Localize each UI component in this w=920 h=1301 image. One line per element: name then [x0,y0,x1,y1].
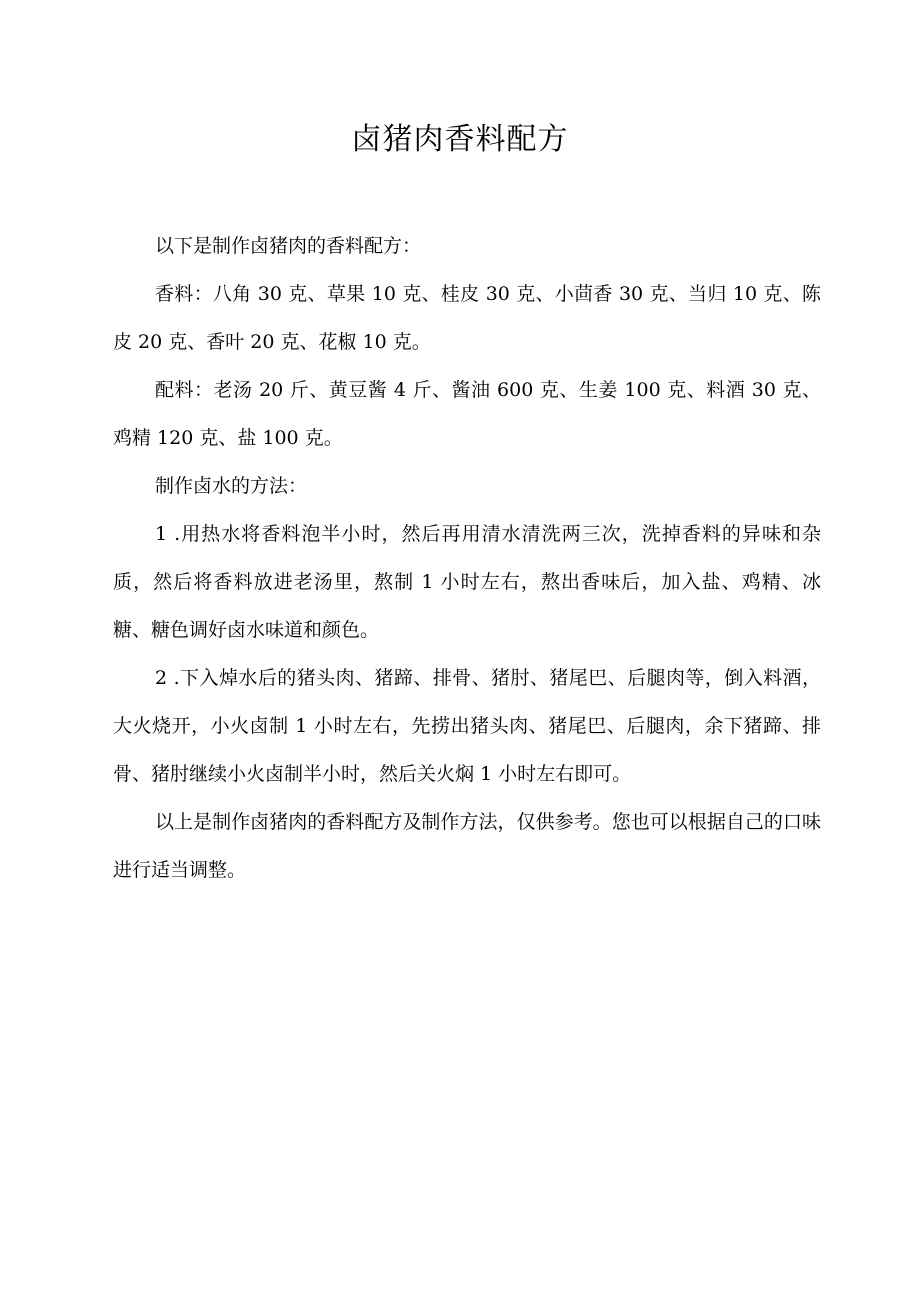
document-title: 卤猪肉香料配方 [351,122,569,157]
method-heading-paragraph: 制作卤水的方法： [155,475,308,497]
ingredients-paragraph: 配料：老汤 20 斤、黄豆酱 4 斤、酱油 600 克、生姜 100 克、料酒 30 克、鸡精 120 克、盐 100 克。 [113,379,821,449]
step-2-paragraph: 2 .下入焯水后的猪头肉、猪蹄、排骨、猪肘、猪尾巴、后腿肉等，倒入料酒，大火烧开，小火卤制 1 小时左右，先捞出猪头肉、猪尾巴、后腿肉，余下猪蹄、排骨、猪肘继续小火卤制半小时，然后关火焖 1 小时左右即可。 [113,667,821,785]
intro-paragraph: 以下是制作卤猪肉的香料配方： [155,235,422,257]
spices-paragraph: 香料：八角 30 克、草果 10 克、桂皮 30 克、小茴香 30 克、当归 10 克、陈皮 20 克、香叶 20 克、花椒 10 克。 [113,283,821,353]
document-body [113,222,821,894]
step-1-paragraph: 1 .用热水将香料泡半小时，然后再用清水清洗两三次，洗掉香料的异味和杂质，然后将香料放进老汤里，熬制 1 小时左右，熬出香味后，加入盐、鸡精、冰糖、糖色调好卤水味道和颜色。 [113,523,821,641]
closing-paragraph: 以上是制作卤猪肉的香料配方及制作方法，仅供参考。您也可以根据自己的口味进行适当调整。 [113,811,821,881]
